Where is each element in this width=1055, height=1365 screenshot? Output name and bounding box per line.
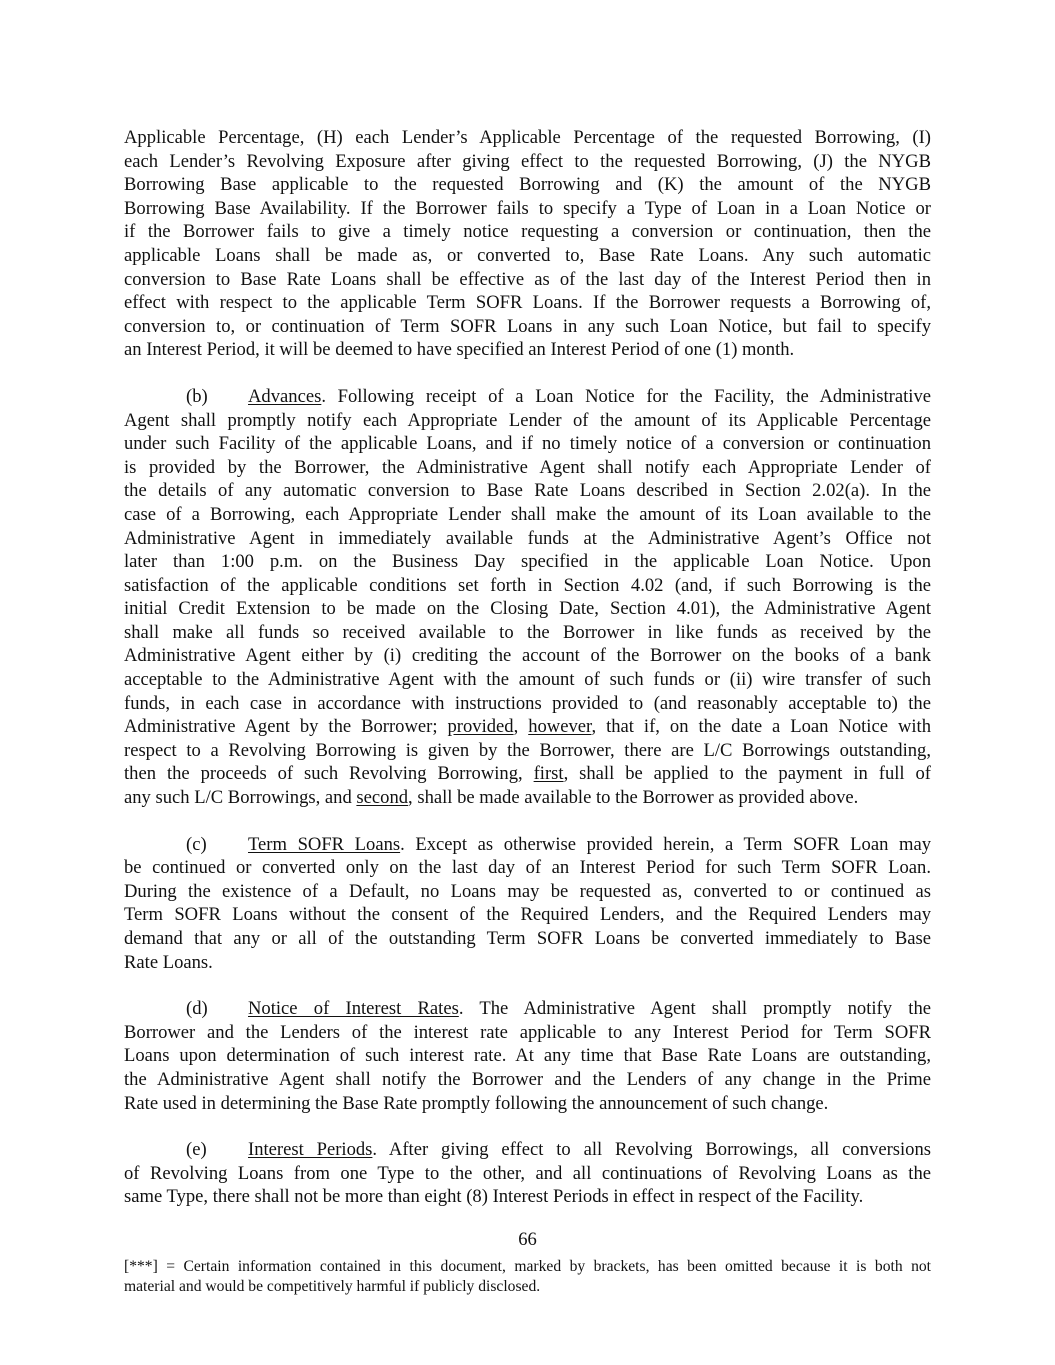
- section-heading: Interest Periods: [248, 1139, 373, 1161]
- text-run: any such L/C Borrowings, and: [124, 787, 357, 809]
- text-line: [124, 715, 931, 739]
- text-line: shall make all funds so received available to the Borrower in like funds as received by the: [124, 621, 931, 643]
- text-line: Rate Loans.: [124, 951, 213, 973]
- text-line: Borrowing Base Availability. If the Borrower fails to specify a Type of Loan in a Loan Notice or: [124, 197, 931, 219]
- text-line: Rate used in determining the Base Rate promptly following the announcement of such change.: [124, 1092, 829, 1114]
- text-run: . Following receipt of a Loan Notice for the Facility, the Administrative: [321, 385, 931, 407]
- text-run: . The Administrative Agent shall promptly notify the: [458, 998, 931, 1020]
- footnote-line: [***] = Certain information contained in this document, marked by brackets, has been omitted because it is both not: [124, 1258, 931, 1275]
- emphasis-however: however: [528, 716, 592, 738]
- text-line: [124, 786, 931, 810]
- text-line: Borrowing Base applicable to the requested Borrowing and (K) the amount of the NYGB: [124, 174, 931, 196]
- text-line: be continued or converted only on the last day of an Interest Period for such Term SOFR Loan.: [124, 857, 931, 879]
- text-line: conversion to Base Rate Loans shall be effective as of the last day of the Interest Period then in: [124, 268, 931, 290]
- text-line: [124, 385, 931, 409]
- text-line: effect with respect to the applicable Term SOFR Loans. If the Borrower requests a Borrowing of,: [124, 292, 931, 314]
- text-line: same Type, there shall not be more than eight (8) Interest Periods in effect in respect of the Facility.: [124, 1186, 864, 1208]
- text-line: conversion to, or continuation of Term SOFR Loans in any such Loan Notice, but fail to specify: [124, 315, 931, 337]
- emphasis-provided: provided: [447, 716, 514, 738]
- paragraph-e-interest-periods: [124, 1138, 931, 1209]
- document-body: [124, 126, 931, 1232]
- text-line: if the Borrower fails to give a timely notice requesting a conversion or continuation, then the: [124, 221, 931, 243]
- text-line: the Administrative Agent shall notify the Borrower and the Lenders of any change in the Prime: [124, 1068, 931, 1090]
- section-heading: Term SOFR Loans: [248, 833, 401, 855]
- paragraph-b-advances: [124, 385, 931, 810]
- text-line: [124, 833, 931, 857]
- text-run: . After giving effect to all Revolving Borrowings, all conversions: [372, 1139, 932, 1161]
- text-line: each Lender’s Revolving Exposure after giving effect to the requested Borrowing, (J) the NYGB: [124, 150, 931, 172]
- text-run: ,: [513, 716, 529, 738]
- footnote: [124, 1257, 931, 1296]
- text-line: Agent shall promptly notify each Appropriate Lender of the amount of its Applicable Percentage: [124, 409, 931, 431]
- section-label: (b): [186, 385, 208, 407]
- section-label: (c): [186, 833, 207, 855]
- text-line: Borrower and the Lenders of the interest rate applicable to any Interest Period for Term SOFR: [124, 1021, 931, 1043]
- page-number: 66: [518, 1229, 537, 1250]
- emphasis-first: first: [533, 763, 564, 785]
- text-line: initial Credit Extension to be made on the Closing Date, Section 4.01), the Administrative Agent: [124, 598, 931, 620]
- text-run: , shall be applied to the payment in full of: [563, 763, 931, 785]
- text-run: . Except as otherwise provided herein, a Term SOFR Loan may: [400, 833, 931, 855]
- footnote-line: material and would be competitively harmful if publicly disclosed.: [124, 1277, 541, 1295]
- text-line: [124, 997, 931, 1021]
- section-label: (e): [186, 1139, 207, 1161]
- text-line: [124, 762, 931, 786]
- text-line: funds, in each case in accordance with instructions provided to (and reasonably acceptable to) the: [124, 692, 931, 714]
- text-run: , shall be made available to the Borrower as provided above.: [408, 787, 859, 809]
- section-heading: Notice of Interest Rates: [248, 998, 459, 1020]
- paragraph-c-term-sofr-loans: [124, 833, 931, 975]
- text-line: Administrative Agent in immediately available funds at the Administrative Agent’s Office not: [124, 527, 931, 549]
- text-line: later than 1:00 p.m. on the Business Day specified in the applicable Loan Notice. Upon: [124, 551, 931, 573]
- text-line: demand that any or all of the outstanding Term SOFR Loans be converted immediately to Base: [124, 928, 931, 949]
- text-run: Administrative Agent by the Borrower;: [124, 716, 448, 738]
- text-line: Loans upon determination of such interest rate. At any time that Base Rate Loans are outstanding,: [124, 1045, 931, 1067]
- text-line: Administrative Agent either by (i) crediting the account of the Borrower on the books of a bank: [124, 645, 931, 667]
- text-run: then the proceeds of such Revolving Borrowing,: [124, 763, 534, 785]
- section-label: (d): [186, 998, 208, 1020]
- text-line: under such Facility of the applicable Loans, and if no timely notice of a conversion or continuation: [124, 433, 931, 455]
- text-line: case of a Borrowing, each Appropriate Lender shall make the amount of its Loan available to the: [124, 503, 931, 525]
- text-line: respect to a Revolving Borrowing is given by the Borrower, there are L/C Borrowings outstanding,: [124, 739, 931, 761]
- paragraph-d-notice-of-interest-rates: [124, 997, 931, 1115]
- paragraph-continuation: [124, 126, 931, 362]
- text-line: applicable Loans shall be made as, or converted to, Base Rate Loans. Any such automatic: [124, 244, 931, 266]
- text-line: an Interest Period, it will be deemed to have specified an Interest Period of one (1) month.: [124, 339, 795, 361]
- text-line: the details of any automatic conversion to Base Rate Loans described in Section 2.02(a). In the: [124, 480, 931, 502]
- text-line: is provided by the Borrower, the Administrative Agent shall notify each Appropriate Lender of: [124, 456, 931, 478]
- text-line: Applicable Percentage, (H) each Lender’s Applicable Percentage of the requested Borrowing, (I): [124, 127, 931, 148]
- emphasis-second: second: [356, 787, 409, 809]
- text-line: [124, 1138, 931, 1162]
- text-line: of Revolving Loans from one Type to the other, and all continuations of Revolving Loans as the: [124, 1162, 931, 1184]
- text-line: During the existence of a Default, no Loans may be requested as, converted to or continued as: [124, 880, 931, 902]
- section-heading: Advances: [248, 385, 322, 407]
- text-line: Term SOFR Loans without the consent of the Required Lenders, and the Required Lenders may: [124, 904, 931, 926]
- text-run: , that if, on the date a Loan Notice with: [591, 716, 931, 738]
- text-line: satisfaction of the applicable conditions set forth in Section 4.02 (and, if such Borrowing is the: [124, 574, 931, 596]
- text-line: acceptable to the Administrative Agent with the amount of such funds or (ii) wire transfer of such: [124, 669, 931, 691]
